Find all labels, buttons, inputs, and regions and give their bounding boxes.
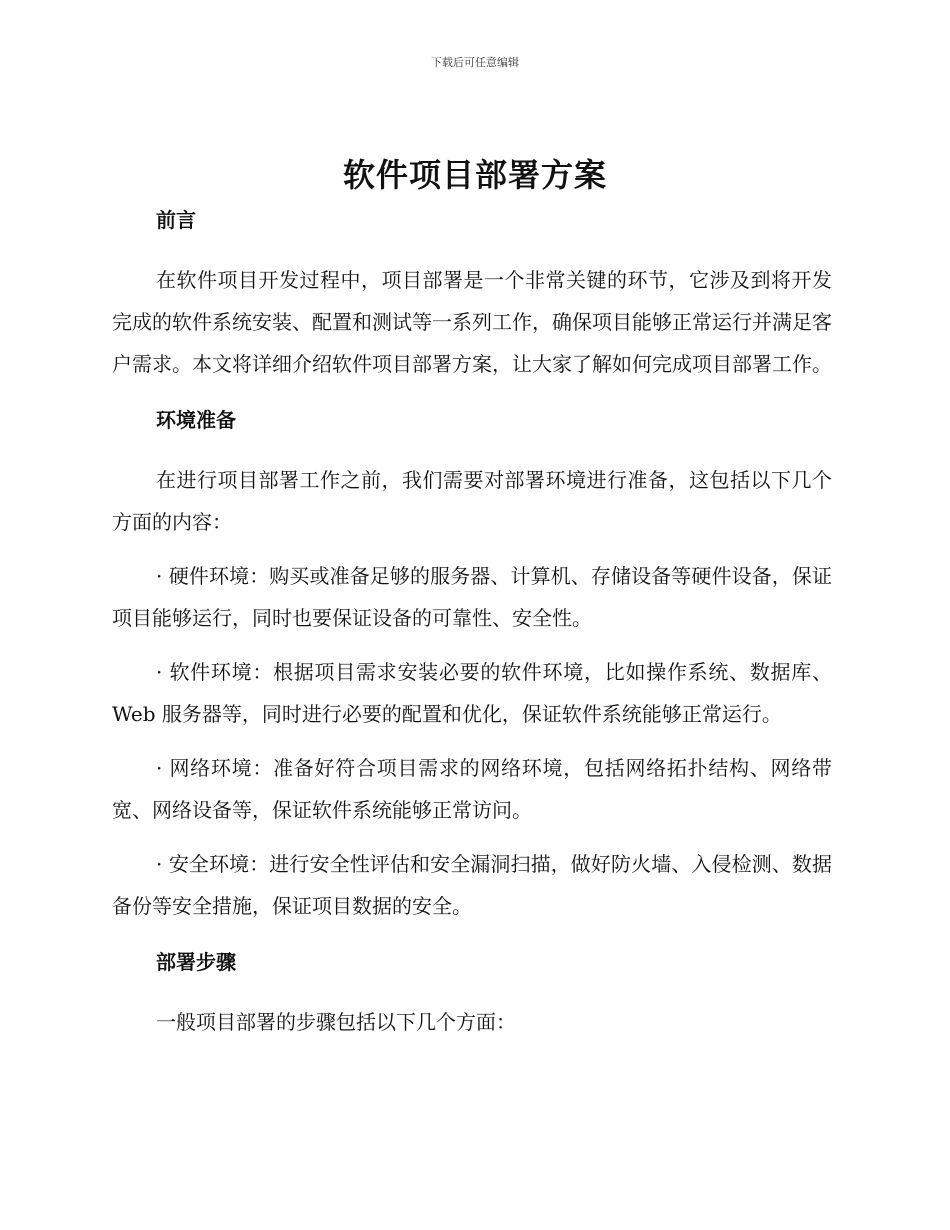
bullet-item-software: · 软件环境：根据项目需求安装必要的软件环境，比如操作系统、数据库、Web 服务器等，同时进行必要的配置和优化，保证软件系统能够正常运行。 [112,660,832,726]
document-body [112,205,832,1043]
section-heading-deployment-steps: 部署步骤 [156,950,236,974]
section-heading-environment: 环境准备 [156,408,236,432]
bullet-item-hardware: · 硬件环境：购买或准备足够的服务器、计算机、存储设备等硬件设备，保证项目能够运行，同时也要保证设备的可靠性、安全性。 [112,564,832,630]
bullet-item-security: · 安全环境：进行安全性评估和安全漏洞扫描，做好防火墙、入侵检测、数据备份等安全措施，保证项目数据的安全。 [112,852,832,918]
section-heading-preface: 前言 [156,208,196,232]
bullet-item-network: · 网络环境：准备好符合项目需求的网络环境，包括网络拓扑结构、网络带宽、网络设备等，保证软件系统能够正常访问。 [112,756,832,822]
document-title: 软件项目部署方案 [342,156,607,194]
page-header-note: 下载后可任意编辑 [431,56,519,69]
paragraph: 在进行项目部署工作之前，我们需要对部署环境进行准备，这包括以下几个方面的内容： [112,468,832,534]
paragraph: 在软件项目开发过程中，项目部署是一个非常关键的环节，它涉及到将开发完成的软件系统安装、配置和测试等一系列工作，确保项目能够正常运行并满足客户需求。本文将详细介绍软件项目部署方案，让大家了解如何完成项目部署工作。 [112,268,832,376]
paragraph: 一般项目部署的步骤包括以下几个方面： [156,1010,516,1034]
